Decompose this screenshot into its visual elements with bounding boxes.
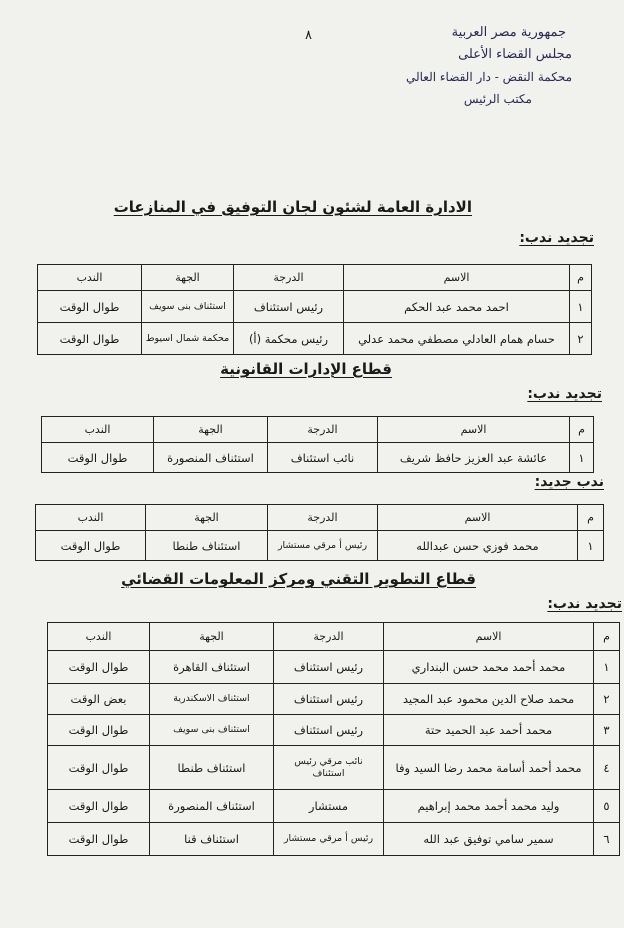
row-rank: نائب استئناف bbox=[268, 443, 378, 473]
row-rank: رئيس أ مرقي مستشار bbox=[274, 823, 384, 856]
letterhead-line: مجلس القضاء الأعلى bbox=[458, 47, 572, 62]
section3-heading: قطاع التطوير التقني ومركز المعلومات القضائي bbox=[121, 570, 476, 588]
col-name-header: الاسم bbox=[378, 505, 578, 531]
col-mission-header: الندب bbox=[38, 265, 142, 291]
col-name-header: الاسم bbox=[344, 265, 570, 291]
table-row bbox=[42, 443, 594, 473]
row-mission: طوال الوقت bbox=[42, 443, 154, 473]
row-name: محمد أحمد عبد الحميد حتة bbox=[384, 715, 594, 746]
row-body: استئناف القاهرة bbox=[150, 651, 274, 684]
col-body-header: الجهة bbox=[142, 265, 234, 291]
row-rank: رئيس استئناف bbox=[274, 684, 384, 715]
table-row bbox=[48, 746, 620, 790]
row-body: محكمة شمال اسيوط bbox=[142, 323, 234, 355]
row-num: ٤ bbox=[594, 746, 620, 790]
table-row bbox=[48, 823, 620, 856]
section3-subtitle: تجديد ندب: bbox=[547, 596, 622, 612]
row-rank: رئيس استئناف bbox=[274, 715, 384, 746]
col-num-header: م bbox=[570, 265, 592, 291]
section2-heading: قطاع الإدارات القانونية bbox=[220, 360, 392, 378]
row-num: ٣ bbox=[594, 715, 620, 746]
col-name-header: الاسم bbox=[384, 623, 594, 651]
table-row bbox=[48, 790, 620, 823]
row-body: استئناف طنطا bbox=[150, 746, 274, 790]
row-mission: طوال الوقت bbox=[36, 531, 146, 561]
col-rank-header: الدرجة bbox=[234, 265, 344, 291]
row-body: استئناف الاسكندرية bbox=[150, 684, 274, 715]
table-row bbox=[48, 684, 620, 715]
row-body: استئناف قنا bbox=[150, 823, 274, 856]
col-rank-header: الدرجة bbox=[268, 417, 378, 443]
table-row bbox=[48, 651, 620, 684]
row-mission: طوال الوقت bbox=[48, 715, 150, 746]
row-mission: طوال الوقت bbox=[38, 291, 142, 323]
col-rank-header: الدرجة bbox=[268, 505, 378, 531]
row-body: استئناف بنى سويف bbox=[150, 715, 274, 746]
col-mission-header: الندب bbox=[36, 505, 146, 531]
row-body: استئناف بنى سويف bbox=[142, 291, 234, 323]
row-num: ١ bbox=[570, 291, 592, 323]
row-num: ١ bbox=[578, 531, 604, 561]
row-body: استئناف المنصورة bbox=[154, 443, 268, 473]
table-header-row bbox=[36, 505, 604, 531]
table-header-row bbox=[42, 417, 594, 443]
col-mission-header: الندب bbox=[42, 417, 154, 443]
row-name: محمد أحمد محمد حسن البنداري bbox=[384, 651, 594, 684]
row-rank: رئيس محكمة (أ) bbox=[234, 323, 344, 355]
table-row bbox=[36, 531, 604, 561]
row-mission: بعض الوقت bbox=[48, 684, 150, 715]
row-rank: رئيس استئناف bbox=[274, 651, 384, 684]
row-name: محمد صلاح الدين محمود عبد المجيد bbox=[384, 684, 594, 715]
row-body: استئناف المنصورة bbox=[150, 790, 274, 823]
row-num: ١ bbox=[594, 651, 620, 684]
table-row bbox=[48, 715, 620, 746]
table-row bbox=[38, 291, 592, 323]
section1-subtitle: تجديد ندب: bbox=[519, 230, 594, 246]
row-body: استئناف طنطا bbox=[146, 531, 268, 561]
letterhead bbox=[342, 22, 572, 110]
section2-subtitle2: ندب جديد: bbox=[534, 474, 604, 490]
row-name: احمد محمد عبد الحكم bbox=[344, 291, 570, 323]
row-name: محمد فوزي حسن عبدالله bbox=[378, 531, 578, 561]
table-header-row bbox=[38, 265, 592, 291]
section3-table bbox=[47, 622, 620, 856]
letterhead-line: مكتب الرئيس bbox=[463, 92, 532, 106]
table-row bbox=[38, 323, 592, 355]
row-rank: نائب مرقي رئيس استئناف bbox=[274, 746, 384, 790]
row-mission: طوال الوقت bbox=[48, 651, 150, 684]
col-body-header: الجهة bbox=[154, 417, 268, 443]
letterhead-line: جمهورية مصر العربية bbox=[451, 25, 566, 40]
section1-table bbox=[37, 264, 592, 355]
col-rank-header: الدرجة bbox=[274, 623, 384, 651]
row-num: ١ bbox=[570, 443, 594, 473]
letterhead-line: محكمة النقض - دار القضاء العالي bbox=[405, 70, 572, 84]
section2-subtitle: تجديد ندب: bbox=[527, 386, 602, 402]
row-mission: طوال الوقت bbox=[38, 323, 142, 355]
section2-table bbox=[41, 416, 594, 473]
row-num: ٢ bbox=[594, 684, 620, 715]
section2-table2 bbox=[35, 504, 604, 561]
table-header-row bbox=[48, 623, 620, 651]
col-mission-header: الندب bbox=[48, 623, 150, 651]
row-name: محمد أحمد أسامة محمد رضا السيد وفا bbox=[384, 746, 594, 790]
row-rank: مستشار bbox=[274, 790, 384, 823]
col-body-header: الجهة bbox=[146, 505, 268, 531]
page-number: ٨ bbox=[305, 28, 312, 43]
row-mission: طوال الوقت bbox=[48, 823, 150, 856]
row-mission: طوال الوقت bbox=[48, 790, 150, 823]
row-num: ٥ bbox=[594, 790, 620, 823]
col-body-header: الجهة bbox=[150, 623, 274, 651]
row-num: ٦ bbox=[594, 823, 620, 856]
row-rank: رئيس استئناف bbox=[234, 291, 344, 323]
row-name: عائشة عبد العزيز حافظ شريف bbox=[378, 443, 570, 473]
document-title: الادارة العامة لشئون لجان التوفيق في المنازعات bbox=[113, 198, 472, 216]
row-name: سمير سامي توفيق عبد الله bbox=[384, 823, 594, 856]
row-rank: رئيس أ مرقي مستشار bbox=[268, 531, 378, 561]
row-name: حسام همام العادلي مصطفي محمد عدلي bbox=[344, 323, 570, 355]
row-name: وليد محمد أحمد محمد إبراهيم bbox=[384, 790, 594, 823]
col-num-header: م bbox=[570, 417, 594, 443]
col-name-header: الاسم bbox=[378, 417, 570, 443]
col-num-header: م bbox=[578, 505, 604, 531]
row-num: ٢ bbox=[570, 323, 592, 355]
col-num-header: م bbox=[594, 623, 620, 651]
row-mission: طوال الوقت bbox=[48, 746, 150, 790]
